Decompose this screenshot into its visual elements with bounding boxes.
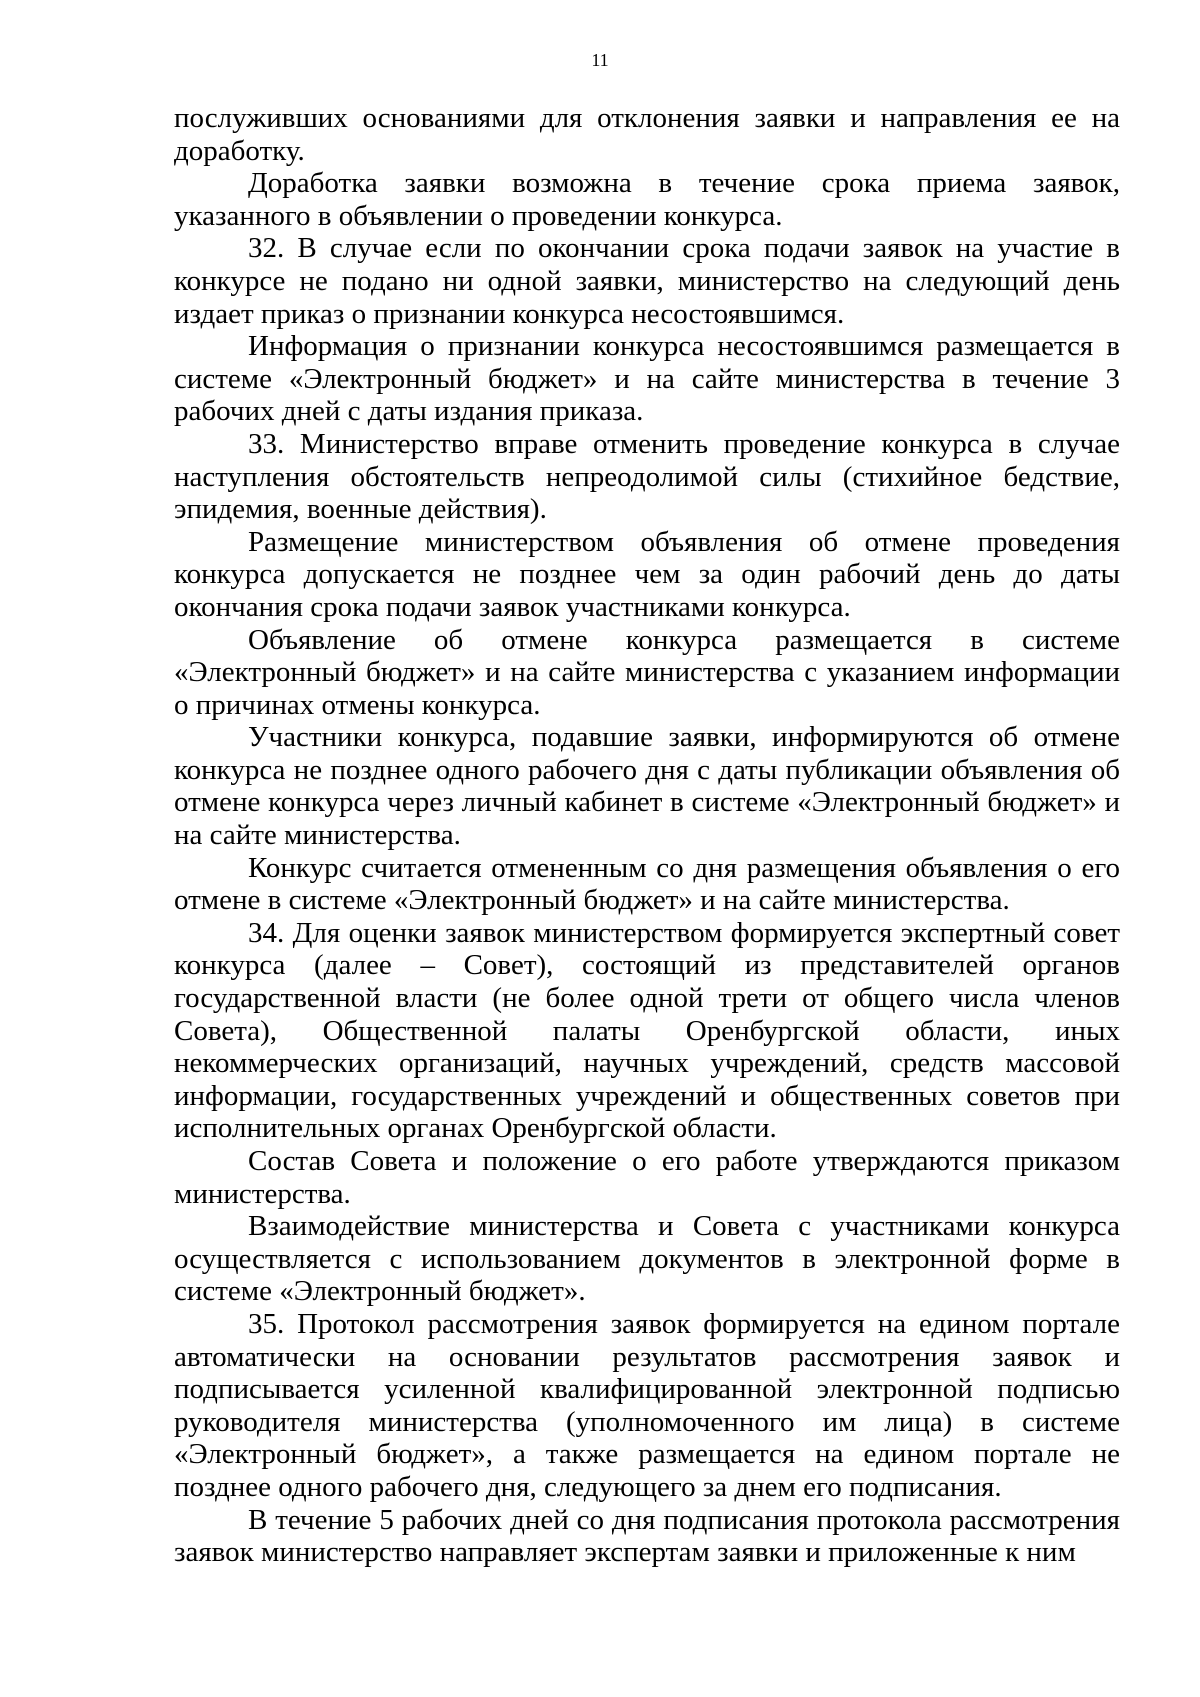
document-body <box>174 102 1120 1569</box>
paragraph: 32. В случае если по окончании срока подачи заявок на участие в конкурсе не подано ни одной заявки, министерство на следующий день издает приказ о признании конкурса несостоявшимся. <box>174 232 1120 330</box>
paragraph: Участники конкурса, подавшие заявки, информируются об отмене конкурса не позднее одного рабочего дня с даты публикации объявления об отмене конкурса через личный кабинет в системе «Электронный бюджет» и на сайте министерства. <box>174 721 1120 852</box>
paragraph: Состав Совета и положение о его работе утверждаются приказом министерства. <box>174 1145 1120 1210</box>
page-number: 11 <box>591 50 609 70</box>
paragraph: Взаимодействие министерства и Совета с участниками конкурса осуществляется с использованием документов в электронной форме в системе «Электронный бюджет». <box>174 1210 1120 1308</box>
paragraph: Объявление об отмене конкурса размещается в системе «Электронный бюджет» и на сайте министерства с указанием информации о причинах отмены конкурса. <box>174 623 1120 721</box>
paragraph: послуживших основаниями для отклонения заявки и направления ее на доработку. <box>174 102 1120 167</box>
paragraph: 34. Для оценки заявок министерством формируется экспертный совет конкурса (далее – Совет), состоящий из представителей органов государственной власти (не более одной трети от общего числа членов Совета), Общественной палаты Оренбургской области, иных некоммерческих организаций, научных учреждений, средств массовой информации, государственных учреждений и общественных советов при исполнительных органах Оренбургской области. <box>174 916 1120 1145</box>
paragraph: Информация о признании конкурса несостоявшимся размещается в системе «Электронный бюджет» и на сайте министерства в течение 3 рабочих дней с даты издания приказа. <box>174 330 1120 428</box>
paragraph: Размещение министерством объявления об отмене проведения конкурса допускается не позднее чем за один рабочий день до даты окончания срока подачи заявок участниками конкурса. <box>174 525 1120 623</box>
paragraph: Доработка заявки возможна в течение срока приема заявок, указанного в объявлении о проведении конкурса. <box>174 167 1120 232</box>
paragraph: 33. Министерство вправе отменить проведение конкурса в случае наступления обстоятельств непреодолимой силы (стихийное бедствие, эпидемия, военные действия). <box>174 427 1120 526</box>
paragraph: В течение 5 рабочих дней со дня подписания протокола рассмотрения заявок министерство направляет экспертам заявки и приложенные к ним <box>174 1503 1120 1569</box>
paragraph: 35. Протокол рассмотрения заявок формируется на едином портале автоматически на основании результатов рассмотрения заявок и подписывается усиленной квалифицированной электронной подписью руководителя министерства (уполномоченного им лица) в системе «Электронный бюджет», а также размещается на едином портале не позднее одного рабочего дня, следующего за днем его подписания. <box>174 1307 1120 1503</box>
paragraph: Конкурс считается отмененным со дня размещения объявления о его отмене в системе «Электронный бюджет» и на сайте министерства. <box>174 851 1120 917</box>
